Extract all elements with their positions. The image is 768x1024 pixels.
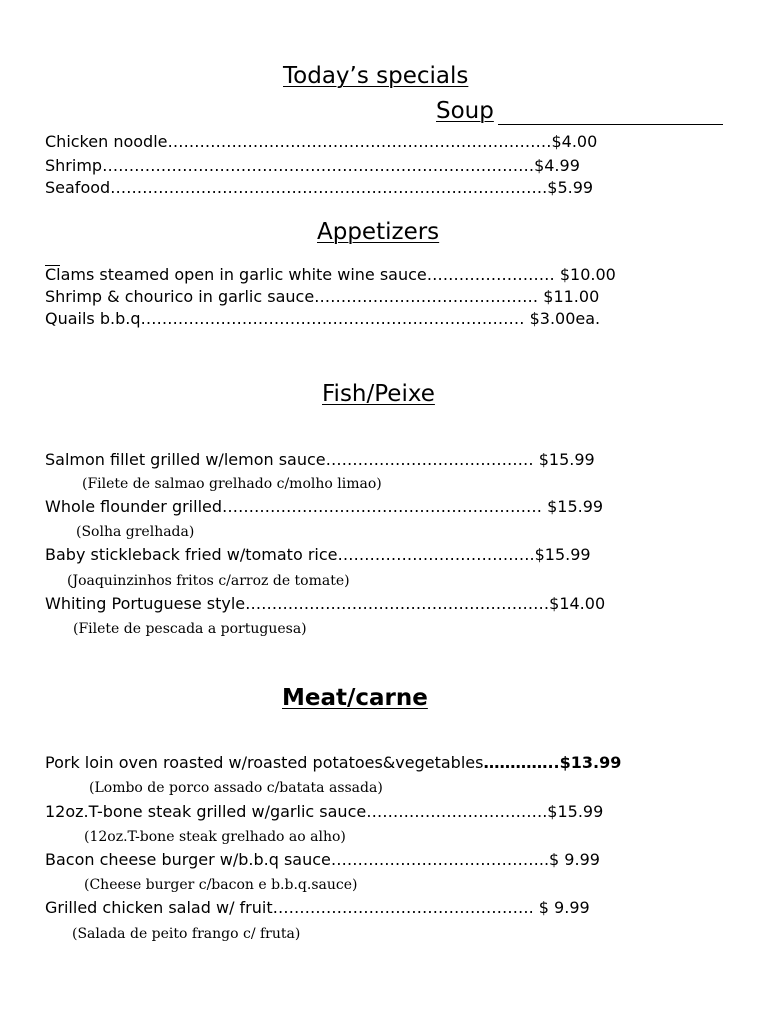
meat-item-burger-translation: (Cheese burger c/bacon e b.b.q.sauce): [84, 877, 358, 893]
meat-item-pork-loin-price: …………..$13.99: [483, 753, 622, 772]
appetizer-item-clams: Clams steamed open in garlic white wine sauce…………………… $10.00: [45, 265, 616, 284]
meat-item-chicken-salad-translation: (Salada de peito frango c/ fruta): [72, 926, 301, 942]
soup-heading-rule: [498, 124, 723, 125]
fish-item-flounder: Whole flounder grilled…………………………………………………… $15.99: [45, 497, 604, 516]
fish-item-stickleback: Baby stickleback fried w/tomato rice……………………………….$15.99: [45, 545, 591, 564]
fish-item-salmon-translation: (Filete de salmao grelhado c/molho limao): [82, 476, 382, 492]
appetizer-item-shrimp-chourico: Shrimp & chourico in garlic sauce…………………………………… $11.00: [45, 287, 600, 306]
meat-item-t-bone: 12oz.T-bone steak grilled w/garlic sauce…………………………….$15.99: [45, 802, 604, 821]
appetizers-heading: Appetizers: [317, 219, 440, 245]
meat-item-burger: Bacon cheese burger w/b.b.q sauce…………………………………..$ 9.99: [45, 850, 600, 869]
appetizer-item-quails: Quails b.b.q……………………………………………………………… $3.00ea.: [45, 309, 601, 328]
meat-item-pork-loin-name: Pork loin oven roasted w/roasted potatoes&vegetables: [45, 753, 484, 772]
soup-item-chicken-noodle: Chicken noodle………………………………………………………………$4.00: [45, 132, 598, 151]
fish-heading: Fish/Peixe: [322, 381, 435, 407]
fish-item-whiting-translation: (Filete de pescada a portuguesa): [73, 621, 307, 637]
meat-heading: Meat/carne: [282, 685, 428, 711]
fish-item-flounder-translation: (Solha grelhada): [76, 524, 195, 540]
meat-item-t-bone-translation: (12oz.T-bone steak grelhado ao alho): [84, 829, 346, 845]
fish-item-salmon: Salmon fillet grilled w/lemon sauce………………………………… $15.99: [45, 450, 595, 469]
fish-item-stickleback-translation: (Joaquinzinhos fritos c/arroz de tomate): [67, 573, 350, 589]
meat-item-pork-loin: [45, 753, 621, 773]
soup-item-seafood: Seafood……………………………………………………………………….$5.99: [45, 178, 594, 197]
meat-item-chicken-salad: Grilled chicken salad w/ fruit…………………………………………. $ 9.99: [45, 898, 590, 917]
soup-item-shrimp: Shrimp………………………………………………………………………$4.99: [45, 156, 580, 175]
page-title: Today’s specials: [283, 63, 469, 89]
meat-item-pork-loin-translation: (Lombo de porco assado c/batata assada): [89, 780, 383, 796]
soup-heading: Soup: [436, 98, 494, 124]
fish-item-whiting: Whiting Portuguese style…………………………………………………$14.00: [45, 594, 606, 613]
